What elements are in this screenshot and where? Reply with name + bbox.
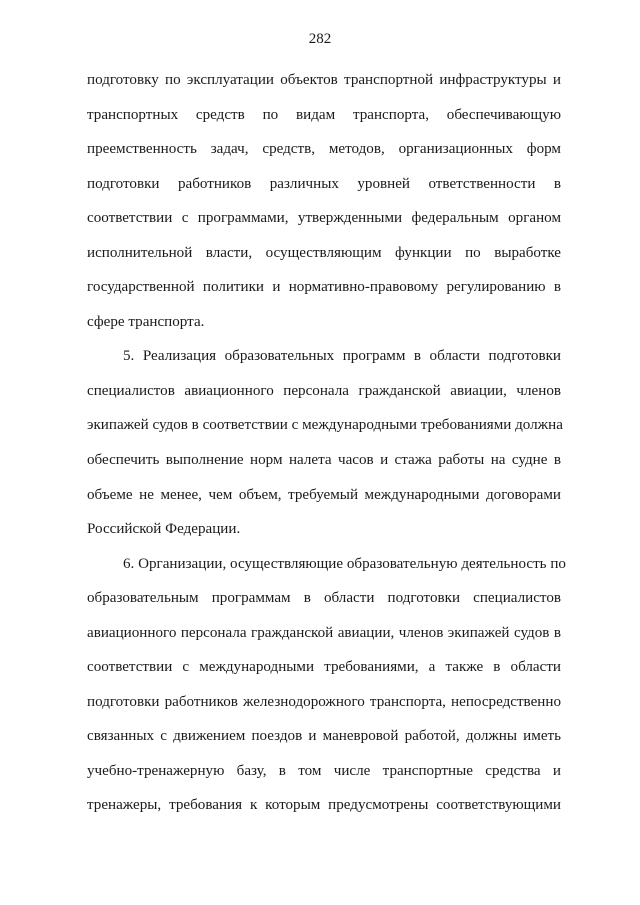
text-line: транспортных средств по видам транспорта, обеспечивающую <box>87 106 561 123</box>
text-line: преемственность задач, средств, методов, организационных форм <box>87 141 561 158</box>
text-line: государственной политики и нормативно-правовому регулированию в <box>87 279 561 296</box>
text-line: специалистов авиационного персонала гражданской авиации, членов <box>87 382 561 399</box>
text-line: соответствии с программами, утвержденными федеральным органом <box>87 210 561 227</box>
text-line: связанных с движением поездов и маневровой работой, должны иметь <box>87 728 561 745</box>
text-line: подготовки работников различных уровней ответственности в <box>87 175 561 192</box>
text-line: образовательным программам в области подготовки специалистов <box>87 590 561 607</box>
text-line: учебно-тренажерную базу, в том числе транспортные средства и <box>87 762 561 779</box>
body-text <box>87 70 566 830</box>
text-line: тренажеры, требования к которым предусмотрены соответствующими <box>87 797 561 814</box>
text-line: 6. Организации, осуществляющие образовательную деятельность по <box>123 555 566 572</box>
text-line: сфере транспорта. <box>87 313 205 330</box>
text-line: экипажей судов в соответствии с международными требованиями должна <box>87 417 563 434</box>
text-line: авиационного персонала гражданской авиации, членов экипажей судов в <box>87 624 561 641</box>
text-line: объеме не менее, чем объем, требуемый международными договорами <box>87 486 561 503</box>
text-line: обеспечить выполнение норм налета часов и стажа работы на судне в <box>87 452 561 469</box>
text-line: подготовки работников железнодорожного транспорта, непосредственно <box>87 693 561 710</box>
text-line: 5. Реализация образовательных программ в области подготовки <box>123 348 561 365</box>
text-line: соответствии с международными требованиями, а также в области <box>87 659 561 676</box>
text-line: исполнительной власти, осуществляющим функции по выработке <box>87 244 561 261</box>
text-line: Российской Федерации. <box>87 521 241 538</box>
text-line: подготовку по эксплуатации объектов транспортной инфраструктуры и <box>87 72 561 88</box>
page-number: 282 <box>308 31 332 47</box>
